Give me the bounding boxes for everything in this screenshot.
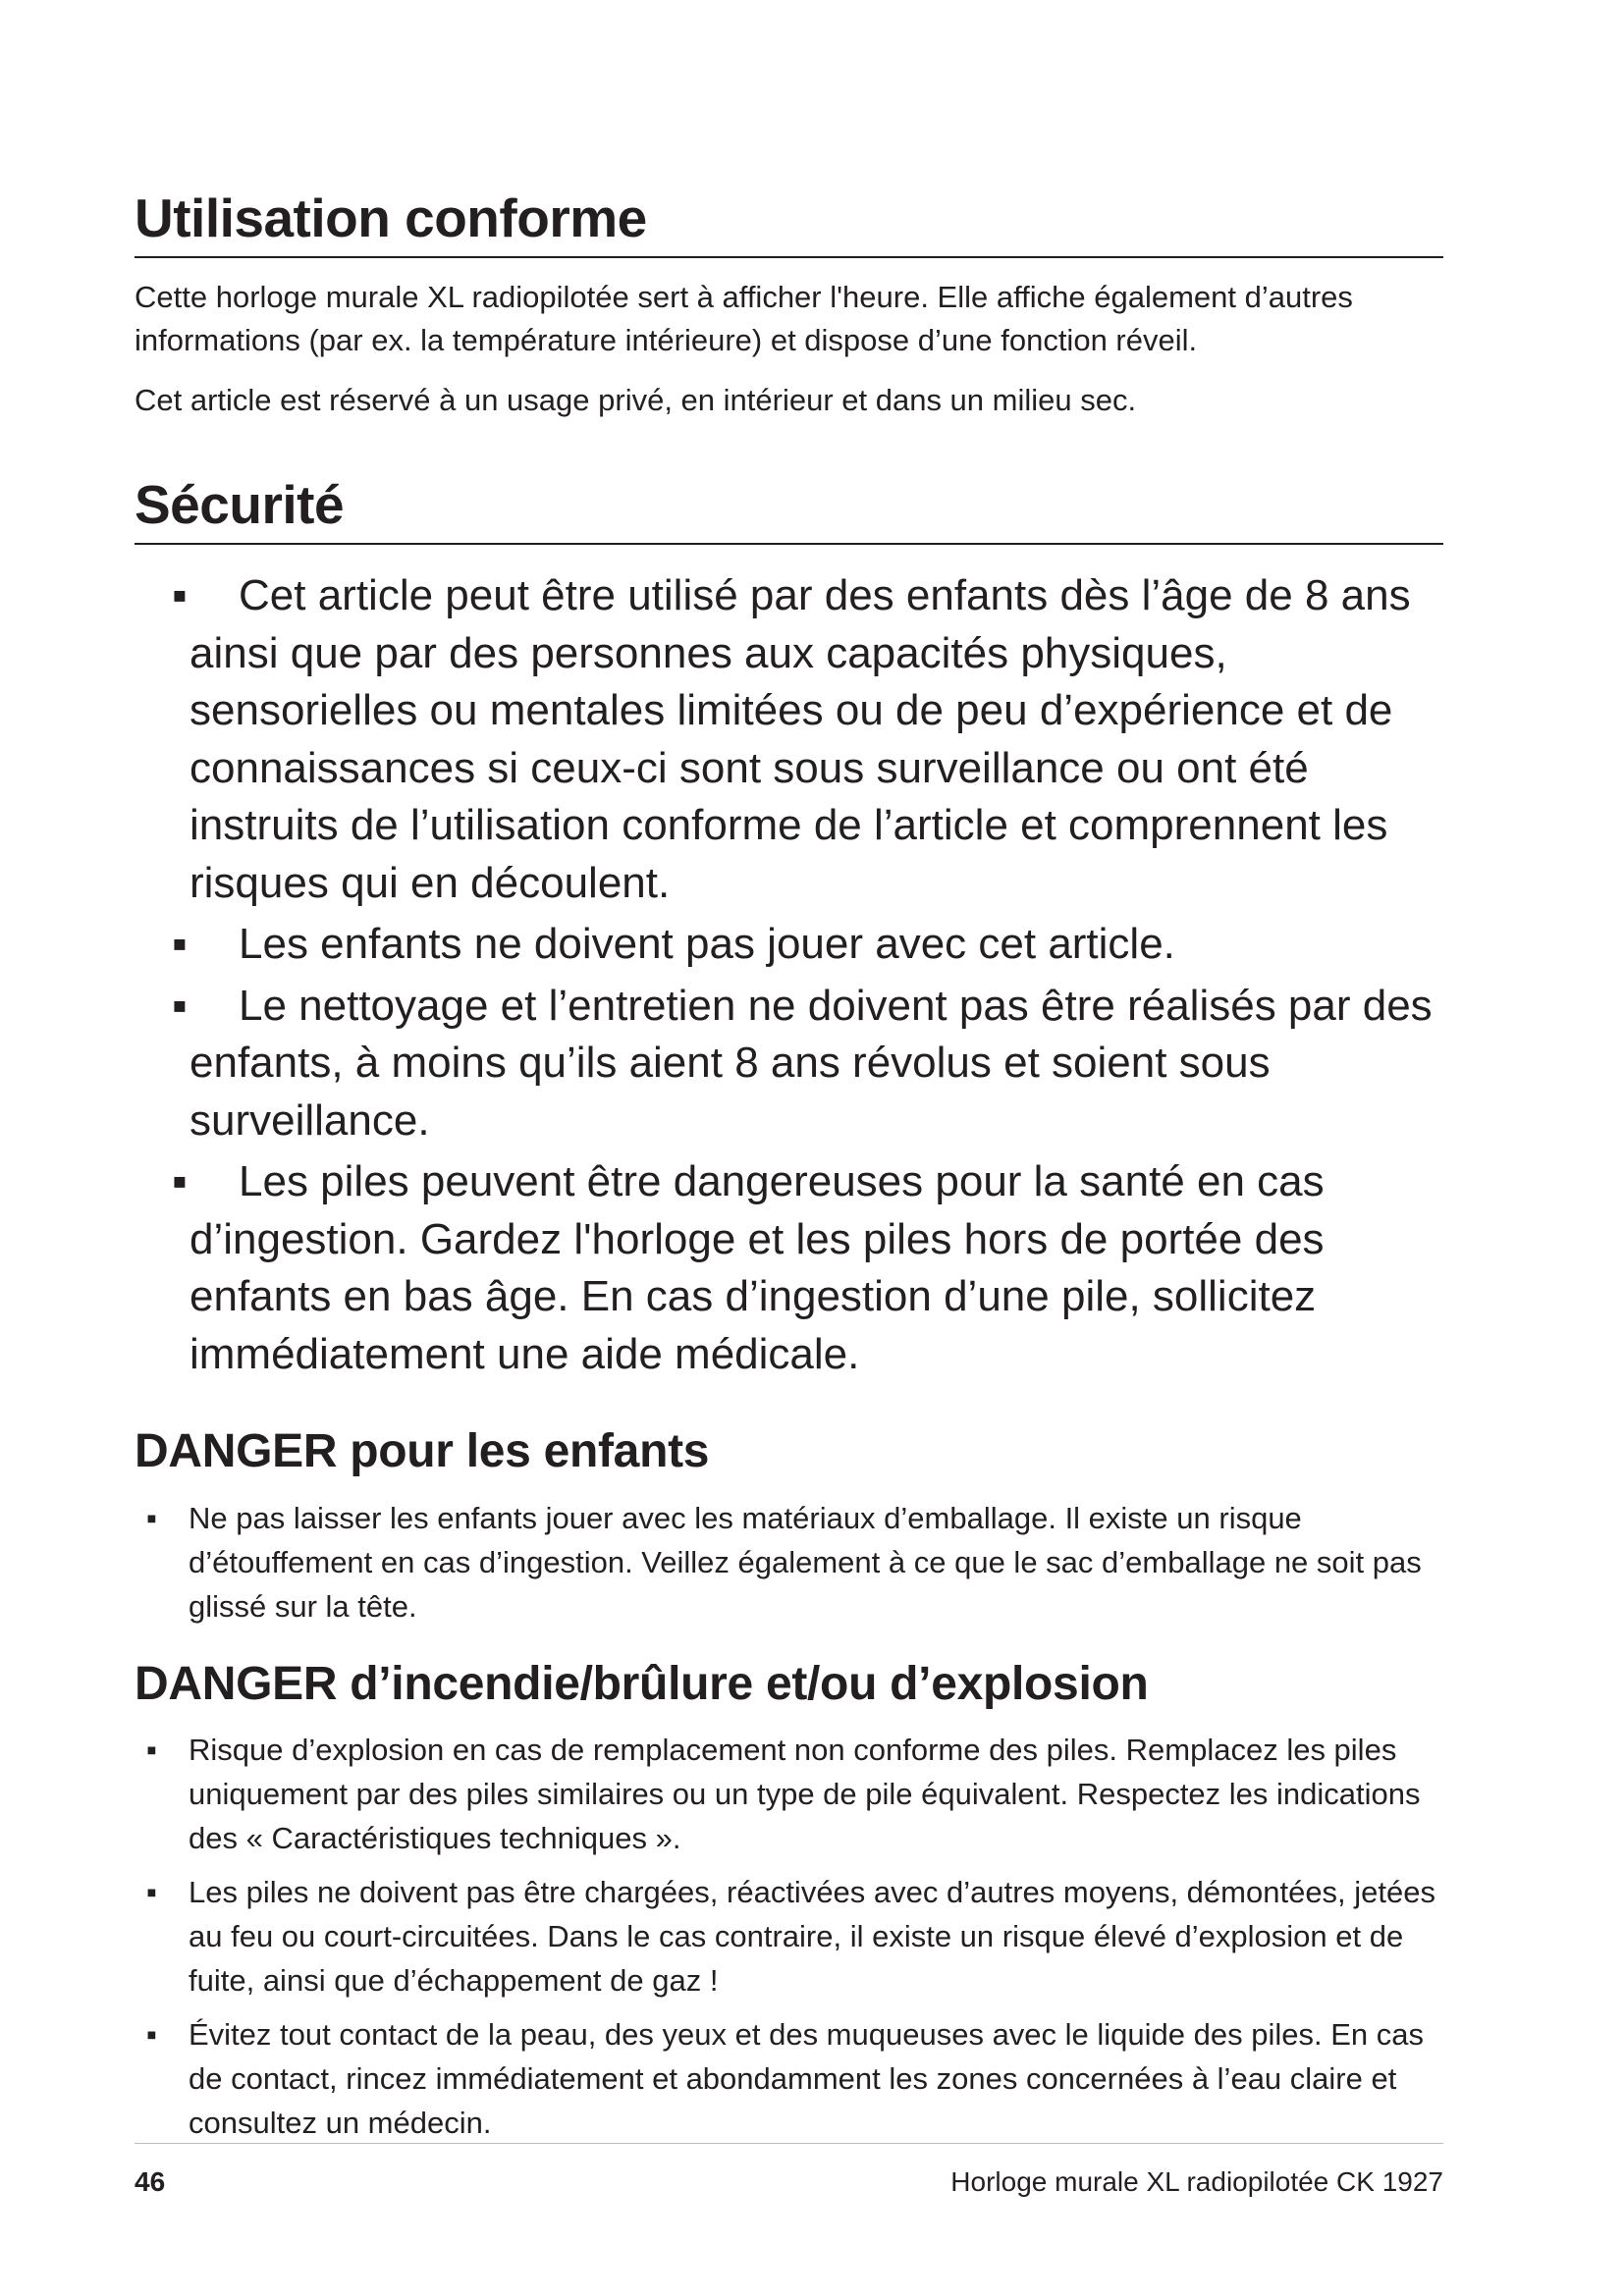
- bullet-icon: ▪: [146, 1733, 157, 1767]
- footer-document-title: Horloge murale XL radiopilotée CK 1927: [950, 2166, 1443, 2197]
- section-title-utilisation: Utilisation conforme: [135, 187, 647, 248]
- bullet-icon: ▪: [172, 981, 188, 1030]
- list-item: [135, 567, 1443, 912]
- list-item: [135, 1728, 1450, 1860]
- list-item: [135, 2012, 1450, 2145]
- bullet-icon: ▪: [146, 1875, 157, 1909]
- bullet-icon: ▪: [172, 1157, 188, 1205]
- list-item: [135, 916, 1443, 974]
- bullet-icon: ▪: [172, 571, 188, 619]
- bullet-icon: ▪: [172, 920, 188, 968]
- list-item: [135, 1153, 1443, 1383]
- section-title-securite: Sécurité: [135, 474, 345, 535]
- list-item: [135, 1870, 1450, 2002]
- bullet-icon: ▪: [146, 2017, 157, 2052]
- danger-enfants-list: [135, 1496, 1450, 1638]
- paragraph-utilisation-2: Cet article est réservé à un usage privé, en intérieur et dans un milieu sec.: [135, 383, 1137, 417]
- list-item-text: Évitez tout contact de la peau, des yeux et des muqueuses avec le liquide des piles. En cas de contact, rincez immédiatement et abondamment les zones concernées à l’eau claire et consultez un médecin.: [189, 2017, 1424, 2140]
- subheading-danger-enfants: DANGER pour les enfants: [135, 1425, 710, 1477]
- danger-incendie-list: [135, 1728, 1450, 2155]
- list-item: [135, 978, 1443, 1150]
- section-divider: [135, 543, 1443, 545]
- list-item-text: Ne pas laisser les enfants jouer avec les matériaux d’emballage. Il existe un risque d’étouffement en cas d’ingestion. Veillez également à ce que le sac d’emballage ne soit pas glissé sur la tête.: [189, 1501, 1422, 1624]
- list-item-text: Les piles ne doivent pas être chargées, réactivées avec d’autres moyens, démontées, jetées au feu ou court-circuitées. Dans le cas contraire, il existe un risque élevé d’explosion et de fuite, ainsi que d’échappement de gaz !: [189, 1875, 1436, 1998]
- subheading-danger-incendie: DANGER d’incendie/brûlure et/ou d’explosion: [135, 1658, 1149, 1710]
- paragraph-utilisation-1: Cette horloge murale XL radiopilotée sert à afficher l'heure. Elle affiche également d’autres informations (par ex. la température intérieure) et dispose d’une fonction réveil.: [135, 280, 1353, 357]
- list-item-text: Le nettoyage et l’entretien ne doivent pas être réalisés par des enfants, à moins qu’ils aient 8 ans révolus et soient sous surveillance.: [189, 981, 1433, 1145]
- securite-list: [135, 567, 1443, 1387]
- bullet-icon: ▪: [146, 1501, 157, 1535]
- list-item-text: Risque d’explosion en cas de remplacement non conforme des piles. Remplacez les piles uniquement par des piles similaires ou un type de pile équivalent. Respectez les indications des « Caractéristiques techniques ».: [189, 1733, 1421, 1855]
- list-item-text: Cet article peut être utilisé par des enfants dès l’âge de 8 ans ainsi que par des personnes aux capacités physiques, sensorielles ou mentales limitées ou de peu d’expérience et de connaissances si ceux-ci sont sous surveillance ou ont été instruits de l’utilisation conforme de l’article et comprennent les risques qui en découlent.: [189, 571, 1411, 907]
- page-number: 46: [135, 2166, 166, 2197]
- footer-divider: [135, 2143, 1443, 2144]
- list-item-text: Les piles peuvent être dangereuses pour la santé en cas d’ingestion. Gardez l'horloge et les piles hors de portée des enfants en bas âge. En cas d’ingestion d’une pile, sollicitez immédiatement une aide médicale.: [189, 1157, 1325, 1378]
- list-item-text: Les enfants ne doivent pas jouer avec cet article.: [239, 920, 1175, 968]
- list-item: [135, 1496, 1450, 1629]
- section-divider: [135, 256, 1443, 258]
